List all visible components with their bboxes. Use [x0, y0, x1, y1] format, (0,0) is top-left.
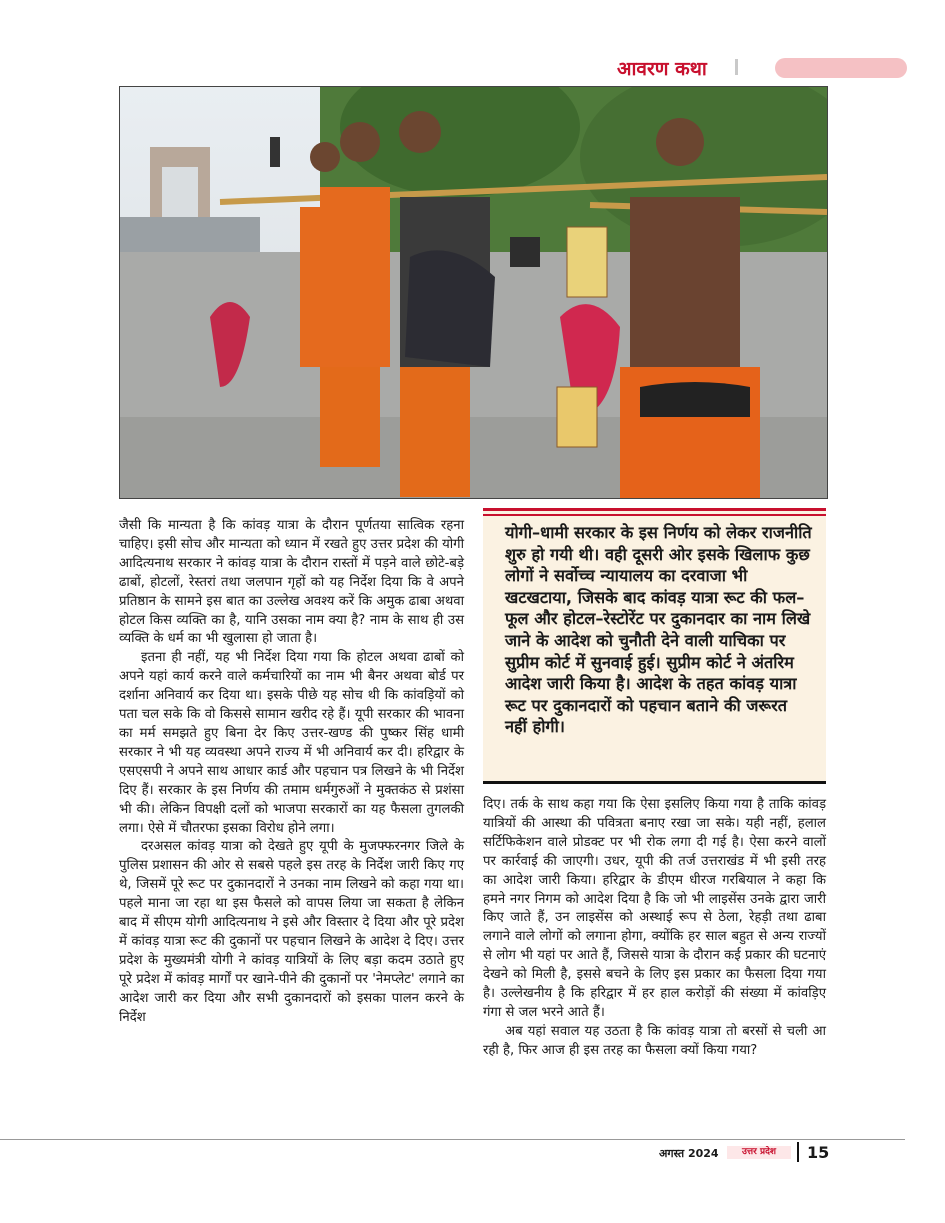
article-column-left	[119, 517, 464, 1027]
article-column-right	[483, 796, 826, 1061]
article-paragraph: इतना ही नहीं, यह भी निर्देश दिया गया कि होटल अथवा ढाबों को अपने यहां कार्य करने वाले कर्मचारियों का नाम भी बैनर अथवा बोर्ड पर दर्शाना अनिवार्य कर दिया था। इसके पीछे यह सोच थी कि कांवड़ियों को पता चल सके कि वो किससे सामान खरीद रहे हैं। यूपी सरकार की भावना का मर्म समझते हुए बिना देर किए उत्तर-खण्ड की पुष्कर सिंह धामी सरकार ने भी यह व्यवस्था अपने राज्य में भी अनिवार्य कर दी। हरिद्वार के एसएसपी ने अपने साथ आधार कार्ड और पहचान पत्र लिखने के भी निर्देश दिए हैं। सरकार के इस निर्णय की तमाम धर्मगुरुओं ने मुक्तकंठ से प्रशंसा भी की। लेकिन विपक्षी दलों को भाजपा सरकारों का यह फैसला तुगलकी लगा। ऐसे में चौतरफा इसका विरोध होने लगा।	[119, 650, 464, 836]
footer-rule	[0, 1139, 905, 1140]
page-number: 15	[807, 1143, 830, 1162]
header-accent-pill	[775, 58, 907, 78]
article-paragraph: दरअसल कांवड़ यात्रा को देखते हुए यूपी के मुजफ्फरनगर जिले के पुलिस प्रशासन की ओर से सबसे पहले इस तरह के निर्देश जारी किए गए थे, जिसमें पूरे रूट पर दुकानदारों ने उनका नाम लिखने को कहा गया था। पहले माना जा रहा था इस फैसले को वापस लिया जा सकता है लेकिन बाद में सीएम योगी आदित्यनाथ ने इसे और विस्तार दे दिया और पूरे प्रदेश में कांवड़ यात्रा रूट की दुकानों पर पहचान लिखने के आदेश दे दिए। उत्तर प्रदेश के मुख्यमंत्री योगी ने कांवड़ यात्रियों के लिए बड़ा कदम उठाते हुए पूरे प्रदेश में कांवड़ मार्गों पर खाने-पीने की दुकानों पर 'नेमप्लेट' लगाने का आदेश जारी कर दिया और सभी दुकानदारों को इसका पालन करने के निर्देश	[119, 839, 464, 1025]
cover-photo-kanwar-pilgrims	[119, 86, 828, 499]
article-paragraph: दिए। तर्क के साथ कहा गया कि ऐसा इसलिए किया गया है ताकि कांवड़ यात्रियों की आस्था की पवित्रता बनाए रखा जा सके। यही नहीं, हलाल सर्टिफिकेशन वाले प्रोडक्ट पर भी रोक लगा दी गई है। ऐसा करने वालों पर कार्रवाई की जाएगी। उधर, यूपी की तर्ज उत्तराखंड में भी इसी तरह का आदेश जारी किया। हरिद्वार के डीएम धीरज गरबियाल ने कहा कि हमने नगर निगम को आदेश दिया है कि जो भी लाइसेंस उनके द्वारा जारी किए जाते हैं, उन लाइसेंस को अस्थाई रूप से ठेला, रेहड़ी तथा ढाबा लगाने वाले लोगों को लगाना होगा, क्योंकि हर साल बहुत से अन्य राज्यों से लोग भी यहां पर आते हैं, जिससे यात्रा के दौरान कई प्रकार की घटनाएं देखने को मिली है, इससे बचने के लिए इस प्रकार का फैसला दिया गया है। उल्लेखनीय है कि हरिद्वार में हर हाल करोड़ों की संख्या में कांवड़िए गंगा से जल भरने आते हैं।	[483, 797, 826, 1020]
pull-quote-top-rule-thin	[483, 514, 826, 516]
pull-quote-bottom-rule	[483, 781, 826, 784]
pull-quote-top-rule	[483, 508, 826, 511]
section-title: आवरण कथा	[617, 58, 707, 80]
pull-quote-text: योगी–धामी सरकार के इस निर्णय को लेकर राजनीति शुरु हो गयी थी। वही दूसरी ओर इसके खिलाफ कुछ लोगों ने सर्वोच्च न्यायालय का दरवाजा भी खटखटाया, जिसके बाद कांवड़ यात्रा रूट की फल–फूल और होटल–रेस्टोरेंट पर दुकानदार का नाम लिखे जाने के आदेश को चुनौती देने वाली याचिका पर सुप्रीम कोर्ट में सुनवाई हुई। सुप्रीम कोर्ट ने अंतरिम आदेश जारी किया है। आदेश के तहत कांवड़ यात्रा रूट पर दुकानदारों को पहचान बताने की जरूरत नहीं होगी।	[505, 523, 812, 737]
magazine-logo: उत्तर प्रदेश	[727, 1146, 791, 1159]
issue-date: अगस्त 2024	[659, 1147, 719, 1160]
footer-separator	[797, 1142, 799, 1162]
article-paragraph: अब यहां सवाल यह उठता है कि कांवड़ यात्रा तो बरसों से चली आ रही है, फिर आज ही इस तरह का फैसला क्यों किया गया?	[483, 1023, 826, 1058]
article-paragraph: जैसी कि मान्यता है कि कांवड़ यात्रा के दौरान पूर्णतया सात्विक रहना चाहिए। इसी सोच और मान्यता को ध्यान में रखते हुए उत्तर प्रदेश की योगी आदित्यनाथ सरकार ने कांवड़ यात्रा के दौरान रास्तों में पड़ने वाले छोटे-बड़े ढाबों, होटलों, रेस्तरां तथा जलपान गृहों को यह निर्देश दिया कि वे अपने प्रतिष्ठान के सामने इस बात का उल्लेख अवश्य करें कि अमुक ढाबा अथवा होटल किस व्यक्ति का है, यानि उसका नाम क्या है? नाम के साथ ही उस व्यक्ति के धर्म का भी खुलासा हो जाता है।	[119, 518, 464, 647]
pull-quote-box	[483, 508, 826, 783]
header-divider	[735, 59, 738, 75]
